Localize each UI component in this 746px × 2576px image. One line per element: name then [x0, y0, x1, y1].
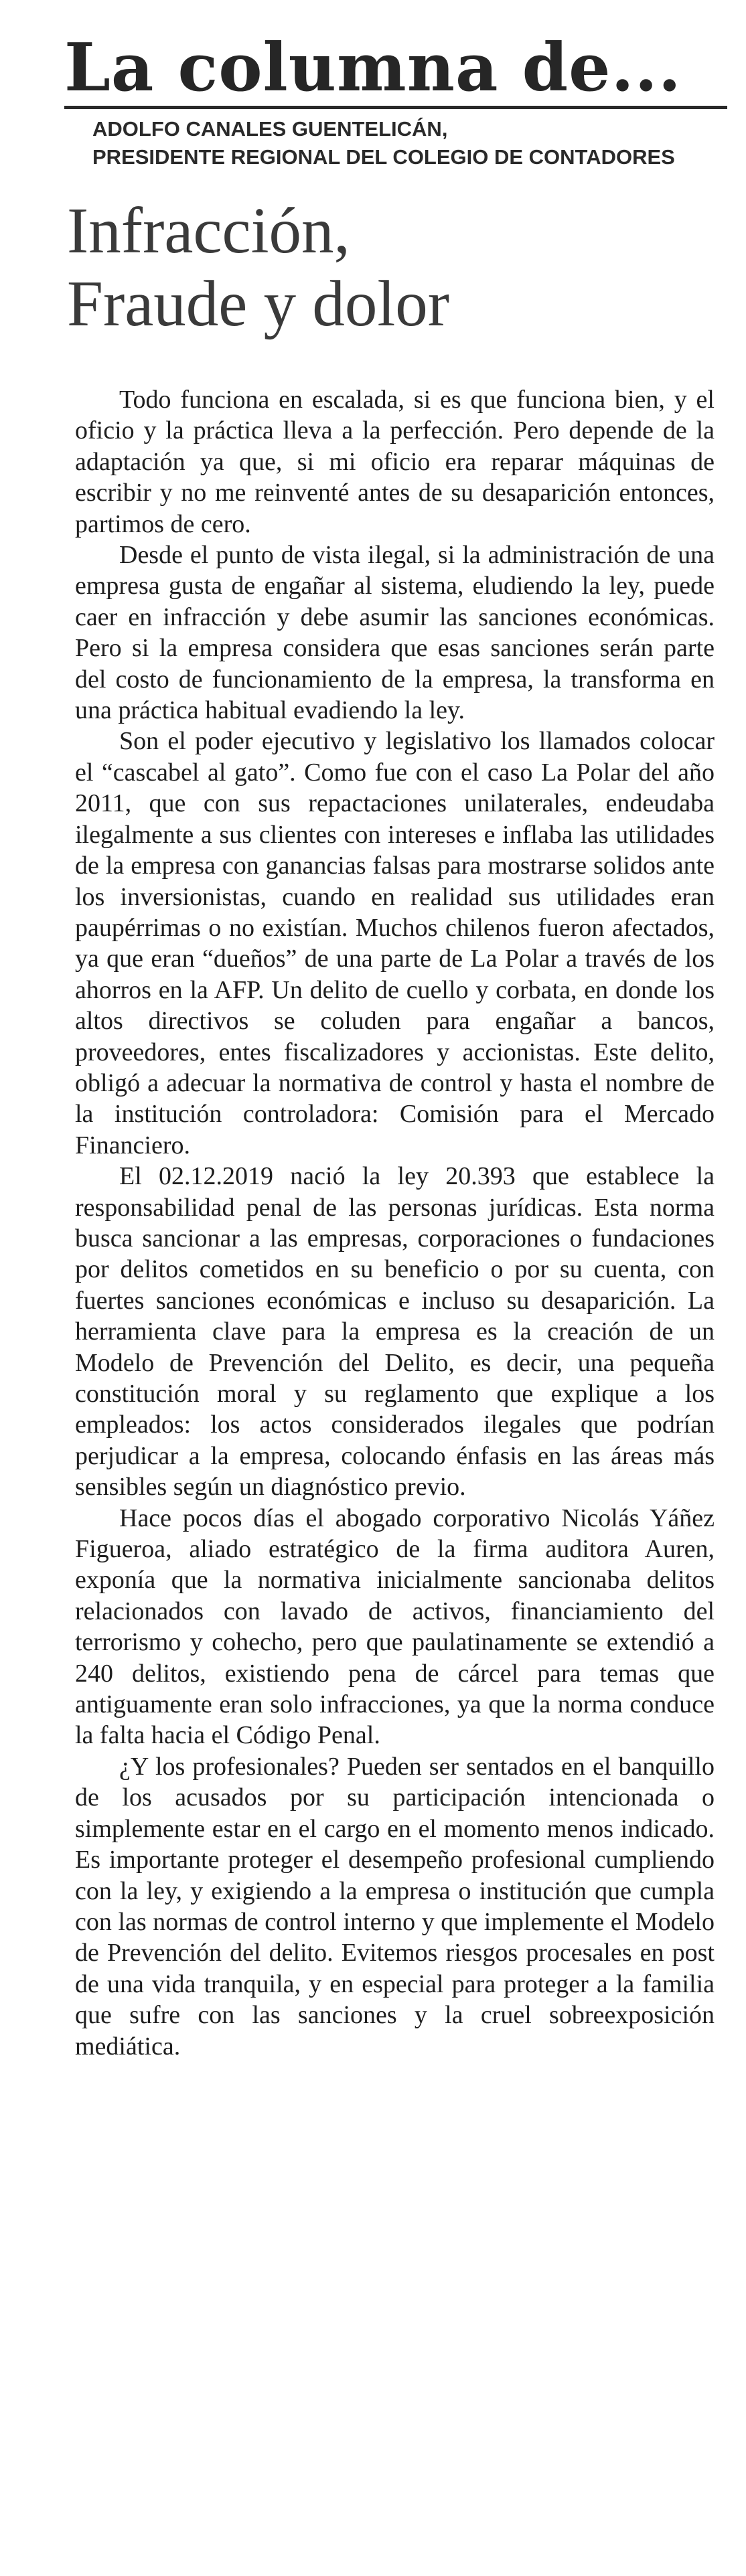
paragraph: Hace pocos días el abogado corporativo Nicolás Yáñez Figueroa, aliado estratégico de la firma auditora Auren, exponía que la normativa inicialmente sancionaba delitos relacionados con lavado de activos, financiamiento del terrorismo y cohecho, pero que paulatinamente se extendió a 240 delitos, existiendo pena de cárcel para temas que antiguamente eran solo infracciones, ya que la norma conduce la falta hacia el Código Penal.	[75, 1504, 715, 1750]
author-title: PRESIDENTE REGIONAL DEL COLEGIO DE CONTADORES	[92, 145, 675, 169]
byline	[92, 115, 675, 171]
column-header	[64, 28, 727, 169]
header-rule	[64, 106, 727, 109]
headline-line-1: Infracción,	[67, 195, 350, 266]
article-body	[75, 384, 715, 2062]
paragraph: ¿Y los profesionales? Pueden ser sentados en el banquillo de los acusados por su participación intencionada o simplemente estar en el cargo en el momento menos indicado. Es importante proteger el desempeño profesional cumpliendo con la ley, y exigiendo a la empresa o institución que cumpla con las normas de control interno y que implemente el Modelo de Prevención del delito. Evitemos riesgos procesales en post de una vida tranquila, y en especial para proteger a la familia que sufre con las sanciones y la cruel sobreexposición mediática.	[75, 1752, 715, 2061]
author-name: ADOLFO CANALES GUENTELICÁN,	[92, 117, 448, 141]
headline-line-2: Fraude y dolor	[67, 268, 450, 339]
paragraph: El 02.12.2019 nació la ley 20.393 que establece la responsabilidad penal de las personas jurídicas. Esta norma busca sancionar a las empresas, corporaciones o fundaciones por delitos cometidos en su beneficio o por su cuenta, con fuertes sanciones económicas e incluso su desaparición. La herramienta clave para la empresa es la creación de un Modelo de Prevención del Delito, es decir, una pequeña constitución moral y su reglamento que explique a los empleados: los actos considerados ilegales que podrían perjudicar a la empresa, colocando énfasis en las áreas más sensibles según un diagnóstico previo.	[75, 1162, 715, 1502]
paragraph: Desde el punto de vista ilegal, si la administración de una empresa gusta de engañar al sistema, eludiendo la ley, puede caer en infracción y debe asumir las sanciones económicas. Pero si la empresa considera que esas sanciones serán parte del costo de funcionamiento de la empresa, la transforma en una práctica habitual evadiendo la ley.	[75, 541, 715, 725]
headline	[67, 194, 710, 340]
paragraph: Todo funciona en escalada, si es que funciona bien, y el oficio y la práctica lleva a la perfección. Pero depende de la adaptación ya que, si mi oficio era reparar máquinas de escribir y no me reinventé antes de su desaparición entonces, partimos de cero.	[75, 386, 715, 538]
section-title: La columna de...	[64, 29, 682, 106]
paragraph: Son el poder ejecutivo y legislativo los llamados colocar el “cascabel al gato”. Como fue con el caso La Polar del año 2011, que con sus repactaciones unilaterales, endeudaba ilegalmente a sus clientes con intereses e inflaba las utilidades de la empresa con ganancias falsas para mostrarse solidos ante los inversionistas, cuando en realidad sus utilidades eran paupérrimas o no existían. Muchos chilenos fueron afectados, ya que eran “dueños” de una parte de La Polar a través de los ahorros en la AFP. Un delito de cuello y corbata, en donde los altos directivos se coluden para engañar a bancos, proveedores, entes fiscalizadores y accionistas. Este delito, obligó a adecuar la normativa de control y hasta el nombre de la institución controladora: Comisión para el Mercado Financiero.	[75, 727, 715, 1159]
